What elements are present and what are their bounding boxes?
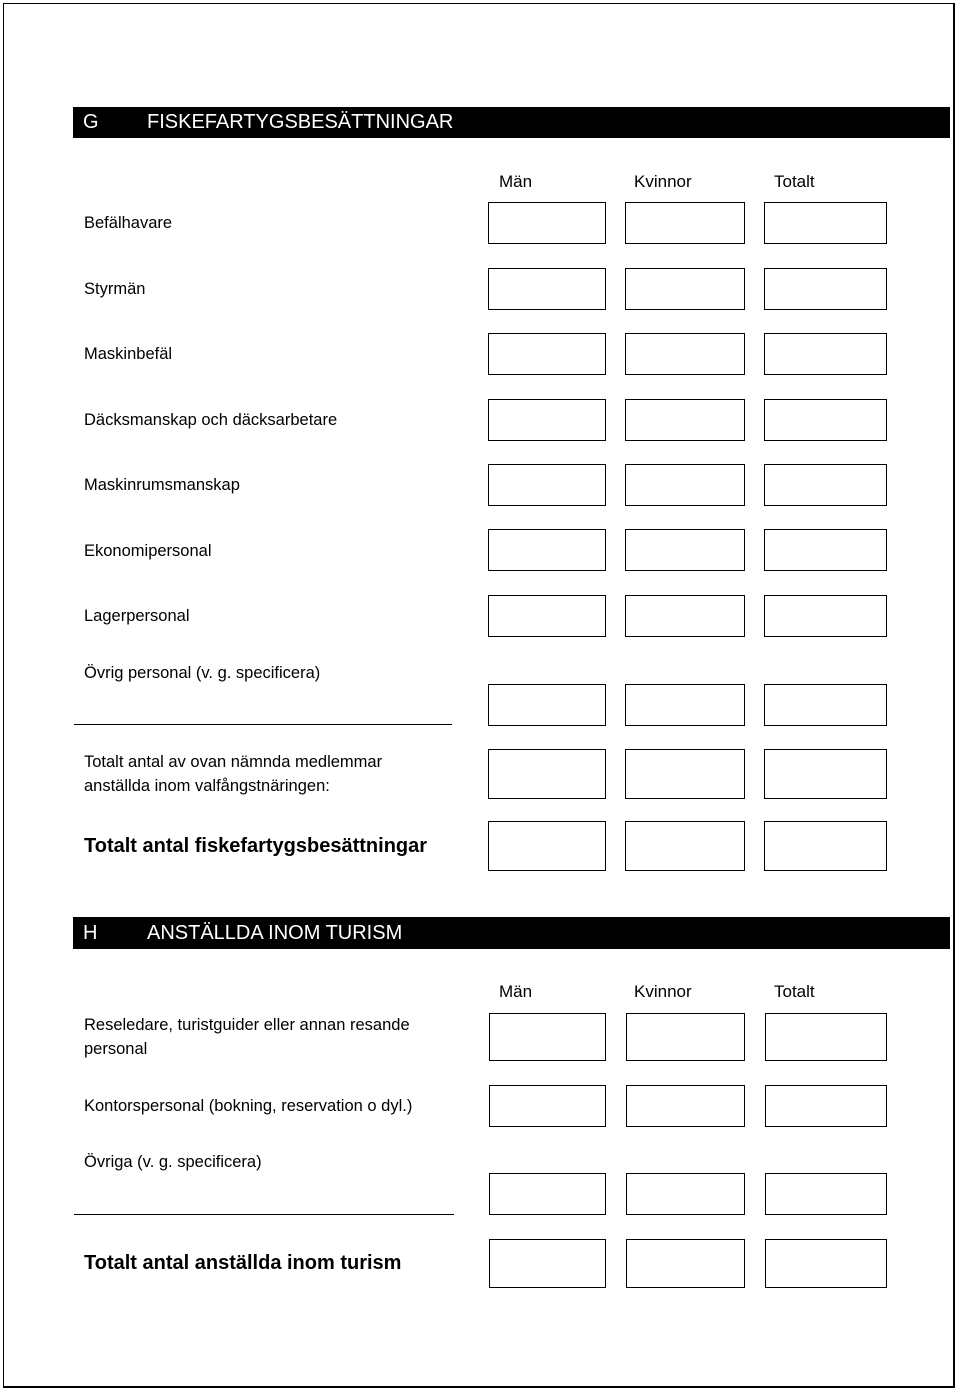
section-h-letter: H bbox=[83, 921, 98, 944]
input-box-dacksmanskap-kvinnor[interactable] bbox=[625, 399, 745, 441]
input-box-total-h-totalt[interactable] bbox=[765, 1239, 887, 1288]
input-box-lagerpersonal-kvinnor[interactable] bbox=[625, 595, 745, 637]
input-box-maskinrumsmanskap-kvinnor[interactable] bbox=[625, 464, 745, 506]
row-label-lagerpersonal: Lagerpersonal bbox=[84, 607, 190, 625]
section-h-header bbox=[73, 917, 950, 949]
input-box-maskinbefal-kvinnor[interactable] bbox=[625, 333, 745, 375]
input-box-ovrig-man[interactable] bbox=[488, 684, 606, 726]
specify-line-h bbox=[74, 1214, 454, 1215]
column-header-women-h: Kvinnor bbox=[634, 982, 692, 1001]
row-label-whaling-total-line1: Totalt antal av ovan nämnda medlemmar bbox=[84, 753, 383, 771]
input-box-ekonomipersonal-totalt[interactable] bbox=[764, 529, 887, 571]
input-box-total-g-kvinnor[interactable] bbox=[625, 821, 745, 871]
row-label-dacksmanskap: Däcksmanskap och däcksarbetare bbox=[84, 411, 338, 429]
input-box-ovrig-totalt[interactable] bbox=[764, 684, 887, 726]
input-box-ovriga-man[interactable] bbox=[489, 1173, 606, 1215]
row-label-reseledare-line1: Reseledare, turistguider eller annan resande bbox=[84, 1016, 410, 1034]
total-label-g: Totalt antal fiskefartygsbesättningar bbox=[84, 835, 428, 857]
input-box-lagerpersonal-man[interactable] bbox=[488, 595, 606, 637]
row-label-reseledare-line2: personal bbox=[84, 1040, 148, 1058]
row-label-ekonomipersonal: Ekonomipersonal bbox=[84, 542, 212, 560]
input-box-maskinbefal-totalt[interactable] bbox=[764, 333, 887, 375]
input-box-reseledare-kvinnor[interactable] bbox=[626, 1013, 745, 1061]
row-label-whaling-total-line2: anställda inom valfångstnäringen: bbox=[84, 777, 330, 795]
input-box-ovriga-kvinnor[interactable] bbox=[626, 1173, 745, 1215]
input-box-styrman-totalt[interactable] bbox=[764, 268, 887, 310]
section-g-title: FISKEFARTYGSBESÄTTNINGAR bbox=[147, 111, 454, 133]
column-header-women: Kvinnor bbox=[634, 172, 692, 191]
input-box-styrman-kvinnor[interactable] bbox=[625, 268, 745, 310]
input-box-befalhavare-kvinnor[interactable] bbox=[625, 202, 745, 244]
row-label-ovriga: Övriga (v. g. specificera) bbox=[84, 1153, 262, 1171]
row-label-maskinbefal: Maskinbefäl bbox=[84, 345, 173, 363]
row-label-befalhavare: Befälhavare bbox=[84, 214, 173, 232]
column-header-men-h: Män bbox=[499, 982, 533, 1001]
column-header-total: Totalt bbox=[774, 172, 815, 191]
input-box-befalhavare-totalt[interactable] bbox=[764, 202, 887, 244]
input-box-total-g-totalt[interactable] bbox=[764, 821, 887, 871]
input-box-maskinrumsmanskap-man[interactable] bbox=[488, 464, 606, 506]
row-label-ovrig-personal: Övrig personal (v. g. specificera) bbox=[84, 664, 321, 682]
column-header-men: Män bbox=[499, 172, 533, 191]
input-box-total-h-man[interactable] bbox=[489, 1239, 606, 1288]
section-h-title: ANSTÄLLDA INOM TURISM bbox=[147, 921, 403, 944]
input-box-total-g-man[interactable] bbox=[488, 821, 606, 871]
input-box-styrman-man[interactable] bbox=[488, 268, 606, 310]
input-box-maskinrumsmanskap-totalt[interactable] bbox=[764, 464, 887, 506]
section-g-letter: G bbox=[83, 111, 99, 133]
input-box-ovrig-kvinnor[interactable] bbox=[625, 684, 745, 726]
input-box-kontorspersonal-totalt[interactable] bbox=[765, 1085, 887, 1127]
input-box-ovriga-totalt[interactable] bbox=[765, 1173, 887, 1215]
input-box-kontorspersonal-kvinnor[interactable] bbox=[626, 1085, 745, 1127]
total-label-h: Totalt antal anställda inom turism bbox=[84, 1252, 402, 1274]
input-box-ekonomipersonal-kvinnor[interactable] bbox=[625, 529, 745, 571]
input-box-befalhavare-man[interactable] bbox=[488, 202, 606, 244]
row-label-maskinrumsmanskap: Maskinrumsmanskap bbox=[84, 476, 240, 494]
input-box-maskinbefal-man[interactable] bbox=[488, 333, 606, 375]
input-box-lagerpersonal-totalt[interactable] bbox=[764, 595, 887, 637]
input-box-reseledare-totalt[interactable] bbox=[765, 1013, 887, 1061]
input-box-dacksmanskap-man[interactable] bbox=[488, 399, 606, 441]
section-g-header bbox=[73, 107, 950, 138]
specify-line-g bbox=[74, 724, 452, 725]
input-box-whaling-kvinnor[interactable] bbox=[625, 749, 745, 799]
column-header-total-h: Totalt bbox=[774, 982, 815, 1001]
row-label-kontorspersonal: Kontorspersonal (bokning, reservation o dyl.) bbox=[84, 1097, 413, 1115]
input-box-reseledare-man[interactable] bbox=[489, 1013, 606, 1061]
input-box-ekonomipersonal-man[interactable] bbox=[488, 529, 606, 571]
input-box-kontorspersonal-man[interactable] bbox=[489, 1085, 606, 1127]
input-box-dacksmanskap-totalt[interactable] bbox=[764, 399, 887, 441]
input-box-whaling-totalt[interactable] bbox=[764, 749, 887, 799]
row-label-styrman: Styrmän bbox=[84, 280, 146, 298]
input-box-total-h-kvinnor[interactable] bbox=[626, 1239, 745, 1288]
input-box-whaling-man[interactable] bbox=[488, 749, 606, 799]
